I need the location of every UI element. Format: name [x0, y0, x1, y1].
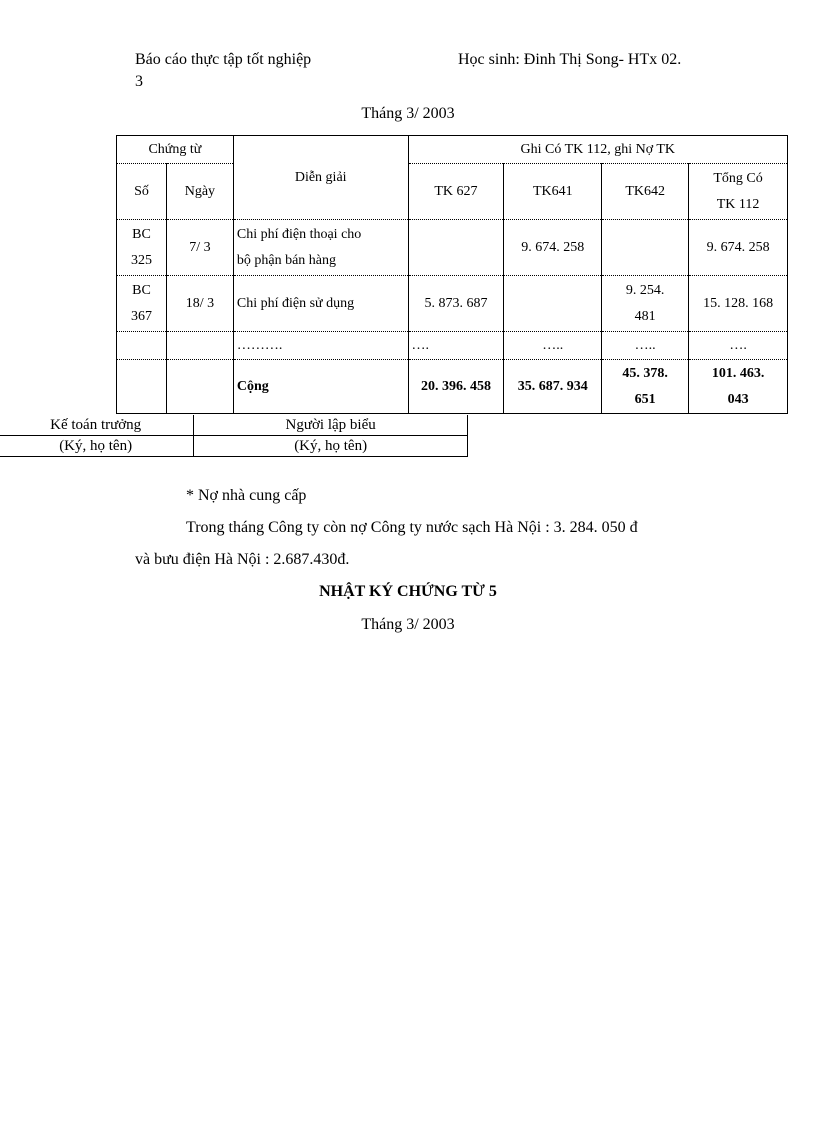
dots-number [117, 332, 167, 360]
dots-tk627: …. [408, 332, 504, 360]
header-date: Ngày [166, 164, 233, 220]
month-title: Tháng 3/ 2003 [361, 105, 455, 122]
row-tk642: 9. 254. 481 [602, 276, 689, 332]
dots-date [166, 332, 233, 360]
header-voucher: Chứng từ [117, 136, 234, 164]
row-number: BC 325 [117, 220, 167, 276]
total-grand: 101. 463. 043 [689, 360, 788, 414]
header-credit-group: Ghi Có TK 112, ghi Nợ TK [408, 136, 787, 164]
row-tk641 [504, 276, 602, 332]
row-number: BC 367 [117, 276, 167, 332]
table-row [117, 276, 788, 332]
dots-tk642: ….. [602, 332, 689, 360]
header-total [689, 164, 788, 220]
supplier-heading: * Nợ nhà cung cấp [186, 487, 307, 504]
row-tk641: 9. 674. 258 [504, 220, 602, 276]
row-tk627: 5. 873. 687 [408, 276, 504, 332]
dots-tk641: ….. [504, 332, 602, 360]
page-number: 3 [135, 73, 143, 90]
table-header-row [117, 136, 788, 164]
header-tk642: TK642 [602, 164, 689, 220]
header-tk641: TK641 [504, 164, 602, 220]
table-subheader-row [117, 164, 788, 220]
header-total-line2: TK 112 [716, 196, 760, 212]
total-date [166, 360, 233, 414]
header-number: Số [117, 164, 167, 220]
table-row-dots [117, 332, 788, 360]
total-tk641: 35. 687. 934 [504, 360, 602, 414]
row-tk642 [602, 220, 689, 276]
header-description: Diễn giải [233, 136, 408, 220]
signature-table [0, 415, 468, 457]
note-line-2: và bưu điện Hà Nội : 2.687.430đ. [135, 551, 350, 568]
dots-description: ………. [233, 332, 408, 360]
total-tk642: 45. 378. 651 [602, 360, 689, 414]
chief-accountant-sign: (Ký, họ tên) [0, 436, 194, 457]
total-tk627: 20. 396. 458 [408, 360, 504, 414]
ledger-table [116, 135, 788, 414]
table-row [117, 220, 788, 276]
dots-total: …. [689, 332, 788, 360]
row-description: Chi phí điện thoại cho bộ phận bán hàng [233, 220, 408, 276]
chief-accountant-label: Kế toán trưởng [0, 415, 194, 436]
total-number [117, 360, 167, 414]
row-date: 18/ 3 [166, 276, 233, 332]
report-title: Báo cáo thực tập tốt nghiệp [135, 51, 312, 68]
table-total-row [117, 360, 788, 414]
header-tk627: TK 627 [408, 164, 504, 220]
row-date: 7/ 3 [166, 220, 233, 276]
row-total: 9. 674. 258 [689, 220, 788, 276]
row-description: Chi phí điện sử dụng [233, 276, 408, 332]
note-line-1: Trong tháng Công ty còn nợ Công ty nước sạch Hà Nội : 3. 284. 050 đ [186, 519, 638, 536]
preparer-sign: (Ký, họ tên) [194, 436, 468, 457]
total-label: Cộng [233, 360, 408, 414]
student-name: Học sinh: Đinh Thị Song- HTx 02. [458, 51, 682, 68]
row-total: 15. 128. 168 [689, 276, 788, 332]
header-total-line1: Tổng Có [713, 170, 763, 186]
preparer-label: Người lập biểu [194, 415, 468, 436]
journal-month: Tháng 3/ 2003 [361, 616, 455, 633]
journal-title: NHẬT KÝ CHỨNG TỪ 5 [319, 583, 497, 600]
row-tk627 [408, 220, 504, 276]
